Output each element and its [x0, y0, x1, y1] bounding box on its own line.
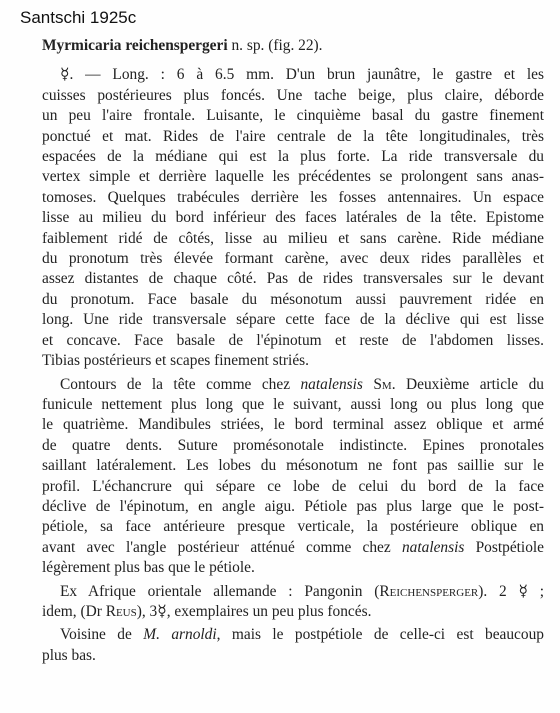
species-epithet: natalensis	[300, 375, 363, 393]
text-line: assez distantes de chaque côté. Pas de rides transversales sur le devant	[42, 270, 544, 288]
text-line: ☿. — Long. : 6 à 6.5 mm. D'un brun jaunâtre, le gastre et les	[60, 66, 544, 84]
text-segment: , mais le postpétiole de celle-ci est beaucoup	[216, 626, 544, 644]
collector-name: Reichensperger	[379, 582, 479, 600]
text-line: légèrement plus bas que le pétiole.	[42, 559, 255, 577]
text-segment: Deuxième article du	[395, 375, 544, 393]
text-line	[42, 375, 544, 395]
species-heading-rest: n. sp. (fig. 22).	[227, 37, 323, 54]
author-abbrev: Sm.	[362, 375, 396, 393]
text-line: espacées de la médiane qui est la plus forte. La ride transversale du	[42, 148, 544, 166]
paragraph-comparison	[42, 625, 544, 666]
text-line: du pronotum très élevée formant carène, avec deux rides parallèles et	[42, 250, 544, 268]
text-segment: Ex Afrique orientale allemande : Pangonin (	[60, 582, 380, 600]
text-line: un peu l'aire frontale. Luisante, le cinquième basal du gastre finement	[42, 107, 544, 125]
text-segment: ), 3☿, exemplaires un peu plus foncés.	[136, 602, 372, 620]
text-line: pétiole, sa face antérieure presque verticale, la postérieure oblique en	[42, 518, 544, 536]
text-line	[42, 538, 544, 558]
text-line: long. Une ride transversale sépare cette face de la déclive qui est lisse	[42, 311, 544, 329]
citation-label: Santschi 1925c	[20, 8, 137, 27]
text-line: lisse au milieu du bord inférieur des faces latérales de la tête. Epistome	[42, 209, 544, 227]
text-line: et concave. Face basale de l'épinotum et reste de l'abdomen lisses.	[42, 331, 544, 349]
collector-name: Reus	[105, 602, 137, 620]
text-line	[42, 582, 544, 602]
text-line: plus bas.	[42, 646, 96, 664]
text-line: saillant latéralement. Les lobes du mésonotum ne font pas saillie sur le	[42, 457, 544, 475]
species-heading	[42, 36, 544, 56]
text-line: du pronotum. Face basale du mésonotum aussi pauvrement ridée en	[42, 290, 544, 308]
text-segment: avant avec l'angle postérieur atténué comme chez	[42, 538, 402, 556]
paragraph-worker-description	[42, 65, 544, 371]
species-epithet: natalensis	[401, 538, 465, 556]
text-line	[42, 625, 544, 645]
text-segment: Postpétiole	[464, 538, 545, 556]
text-segment: Voisine de	[60, 626, 144, 644]
text-line: le quatrième. Mandibules striées, le bord terminal assez oblique et armé	[42, 416, 544, 434]
text-line: cuisses postérieures plus foncés. Une tache beige, plus claire, déborde	[42, 86, 544, 104]
text-line: ponctué et mat. Rides de l'aire centrale de la tête longitudinales, très	[42, 127, 544, 145]
text-segment: ). 2 ☿ ;	[478, 582, 544, 600]
text-line: funicule nettement plus long que le suivant, aussi long ou plus long que	[42, 395, 544, 413]
text-line: profil. L'échancrure qui sépare ce lobe de celui du bord de la face	[42, 477, 544, 495]
text-line: de quatre dents. Suture promésonotale indistincte. Epines pronotales	[42, 436, 544, 454]
text-line: tomoses. Quelques trabécules derrière les fosses antennaires. Un espace	[42, 188, 544, 206]
species-name-ref: M. arnoldi	[143, 626, 217, 644]
text-line: déclive de l'épinotum, en angle aigu. Pétiole pas plus large que le post-	[42, 497, 544, 515]
text-line: faiblement ridé de côtés, lisse au milieu et sans carène. Ride médiane	[42, 229, 544, 247]
paragraph-locality	[42, 582, 544, 623]
species-name: Myrmicaria reichenspergeri	[42, 37, 228, 54]
paragraph-head-contours	[42, 375, 544, 579]
text-segment: idem, (Dr	[42, 602, 106, 620]
species-description	[42, 36, 544, 666]
text-line	[42, 602, 544, 622]
text-line: Tibias postérieurs et scapes finement striés.	[42, 352, 310, 370]
text-segment: Contours de la tête comme chez	[60, 375, 301, 393]
text-line: vertex simple et derrière laquelle les précédentes se prolongent sans anas-	[42, 168, 544, 186]
